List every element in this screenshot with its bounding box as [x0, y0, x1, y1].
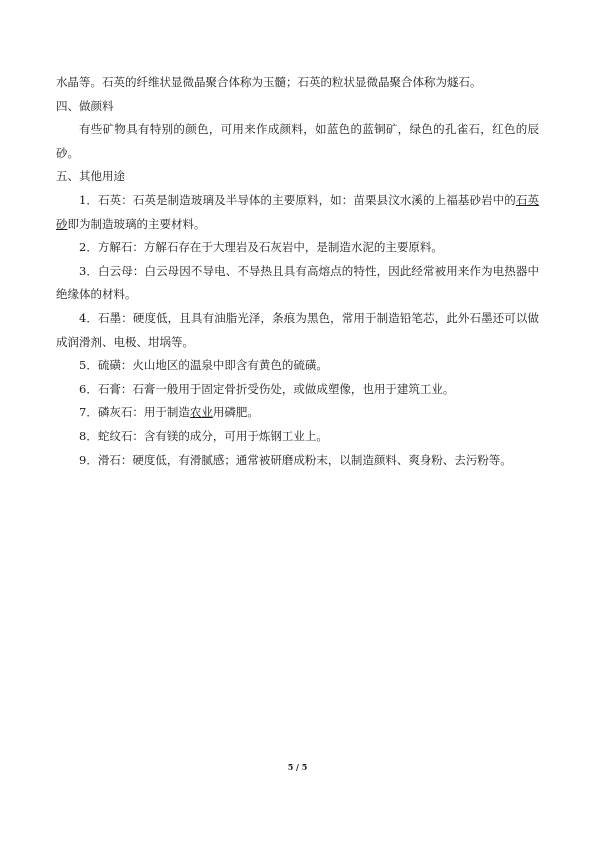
document-body [56, 71, 539, 472]
list-item-calcite: 2．方解石：方解石存在于大理岩及石灰岩中，是制造水泥的主要原料。 [79, 240, 443, 255]
section-heading-other-uses: 五、其他用途 [56, 169, 125, 184]
pigments-paragraph: 有些矿物具有特别的颜色，可用来作成颜料，如蓝色的蓝铜矿，绿色的孔雀石，红色的辰砂。 [56, 122, 539, 160]
list-item-muscovite: 3．白云母：白云母因不导电、不导热且具有高熔点的特性，因此经常被用来作为电热器中绝缘体的材料。 [56, 263, 539, 302]
agriculture-link[interactable]: 农业 [189, 405, 213, 420]
list-item-talc: 9．滑石：硬度低，有滑腻感；通常被研磨成粉末，以制造颜料、爽身粉、去污粉等。 [79, 452, 512, 467]
list-item-gypsum: 6．石膏：石膏一般用于固定骨折受伤处，或做成塑像，也用于建筑工业。 [79, 381, 455, 396]
continuation-paragraph: 水晶等。石英的纤维状显微晶聚合体称为玉髓；石英的粒状显微晶聚合体称为燧石。 [56, 75, 482, 89]
list-item-quartz: 1．石英：石英是制造玻璃及半导体的主要原料，如：苗栗县汶水溪的上福基砂岩中的石英砂即为制造玻璃的主要材料。 [56, 192, 540, 231]
list-item-apatite: 7．磷灰石：用于制造农业用磷肥。 [79, 405, 259, 420]
section-heading-pigments: 四、做颜料 [56, 98, 114, 113]
quartz-sand-link[interactable]: 石英砂 [56, 192, 540, 231]
list-item-graphite: 4．石墨：硬度低，且具有油脂光泽，条痕为黑色，常用于制造铅笔芯，此外石墨还可以做成润滑剂、电极、坩埚等。 [56, 310, 539, 349]
list-item-serpentine: 8．蛇纹石：含有镁的成分，可用于炼钢工业上。 [79, 428, 328, 443]
page-number: 5 / 5 [287, 762, 308, 772]
list-item-sulfur: 5．硫磺：火山地区的温泉中即含有黄色的硫磺。 [79, 358, 328, 373]
